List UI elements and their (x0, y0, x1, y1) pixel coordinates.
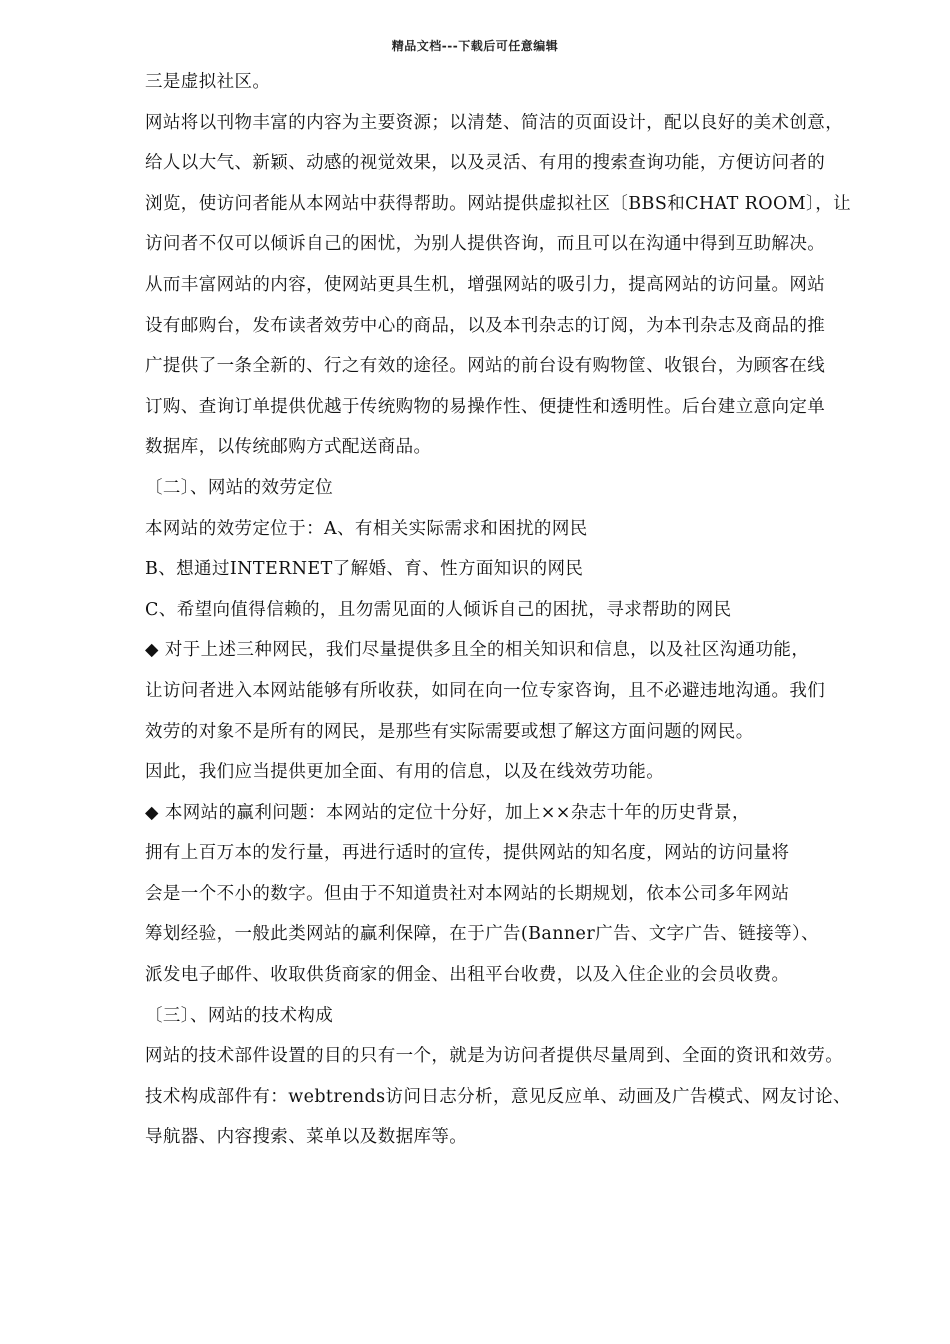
text-line: 会是一个不小的数字。但由于不知道贵社对本网站的长期规划，依本公司多年网站 (145, 883, 790, 904)
text-line: 效劳的对象不是所有的网民，是那些有实际需要或想了解这方面问题的网民。 (145, 721, 754, 742)
text-line: 让访问者进入本网站能够有所收获，如同在向一位专家咨询，且不必避违地沟通。我们 (145, 680, 826, 701)
text-line: B、想通过INTERNET了解婚、育、性方面知识的网民 (145, 559, 584, 580)
document-body (145, 68, 905, 1164)
text-line: 技术构成部件有：webtrends访问日志分析，意见反应单、动画及广告模式、网友讨论、 (145, 1086, 851, 1107)
text-line: 数据库，以传统邮购方式配送商品。 (145, 437, 432, 458)
text-line: 访问者不仅可以倾诉自己的困忧，为别人提供咨询，而且可以在沟通中得到互助解决。 (145, 234, 826, 255)
section-heading: 〔三〕、网站的技术构成 (145, 1005, 334, 1026)
bullet-line: ◆ 对于上述三种网民，我们尽量提供多且全的相关知识和信息，以及社区沟通功能， (145, 640, 810, 661)
section-heading: 〔二〕、网站的效劳定位 (145, 477, 334, 498)
text-line: C、希望向值得信赖的，且勿需见面的人倾诉自己的困扰，寻求帮助的网民 (145, 599, 732, 620)
text-line: 给人以大气、新颖、动感的视觉效果，以及灵活、有用的搜索查询功能，方便访问者的 (145, 153, 826, 174)
text-line: 派发电子邮件、收取供货商家的佣金、出租平台收费，以及入住企业的会员收费。 (145, 965, 790, 986)
text-line: 订购、查询订单提供优越于传统购物的易操作性、便捷性和透明性。后台建立意向定单 (145, 396, 826, 417)
text-line: 从而丰富网站的内容，使网站更具生机，增强网站的吸引力，提高网站的访问量。网站 (145, 274, 826, 295)
text-line: 设有邮购台，发布读者效劳中心的商品，以及本刊杂志的订阅，为本刊杂志及商品的推 (145, 315, 826, 336)
bullet-line: ◆ 本网站的赢利问题：本网站的定位十分好，加上××杂志十年的历史背景， (145, 802, 750, 823)
text-line: 网站的技术部件设置的目的只有一个，就是为访问者提供尽量周到、全面的资讯和效劳。 (145, 1046, 844, 1067)
text-line: 筹划经验，一般此类网站的赢利保障，在于广告(Banner广告、文字广告、链接等）、 (145, 924, 820, 945)
text-line: 浏览，使访问者能从本网站中获得帮助。网站提供虚拟社区〔BBS和CHAT ROOM〕，让 (145, 193, 852, 214)
text-line: 广提供了一条全新的、行之有效的途径。网站的前台设有购物筐、收银台，为顾客在线 (145, 356, 826, 377)
page-header: 精品文档---下载后可任意编辑 (391, 39, 559, 53)
text-line: 拥有上百万本的发行量，再进行适时的宣传，提供网站的知名度，网站的访问量将 (145, 843, 790, 864)
text-line: 本网站的效劳定位于：A、有相关实际需求和困扰的网民 (145, 518, 588, 539)
text-line: 三是虚拟社区。 (145, 72, 271, 92)
text-line: 导航器、内容搜索、菜单以及数据库等。 (145, 1127, 468, 1148)
text-line: 网站将以刊物丰富的内容为主要资源；以清楚、简洁的页面设计，配以良好的美术创意， (145, 112, 844, 133)
text-line: 因此，我们应当提供更加全面、有用的信息，以及在线效劳功能。 (145, 762, 665, 783)
